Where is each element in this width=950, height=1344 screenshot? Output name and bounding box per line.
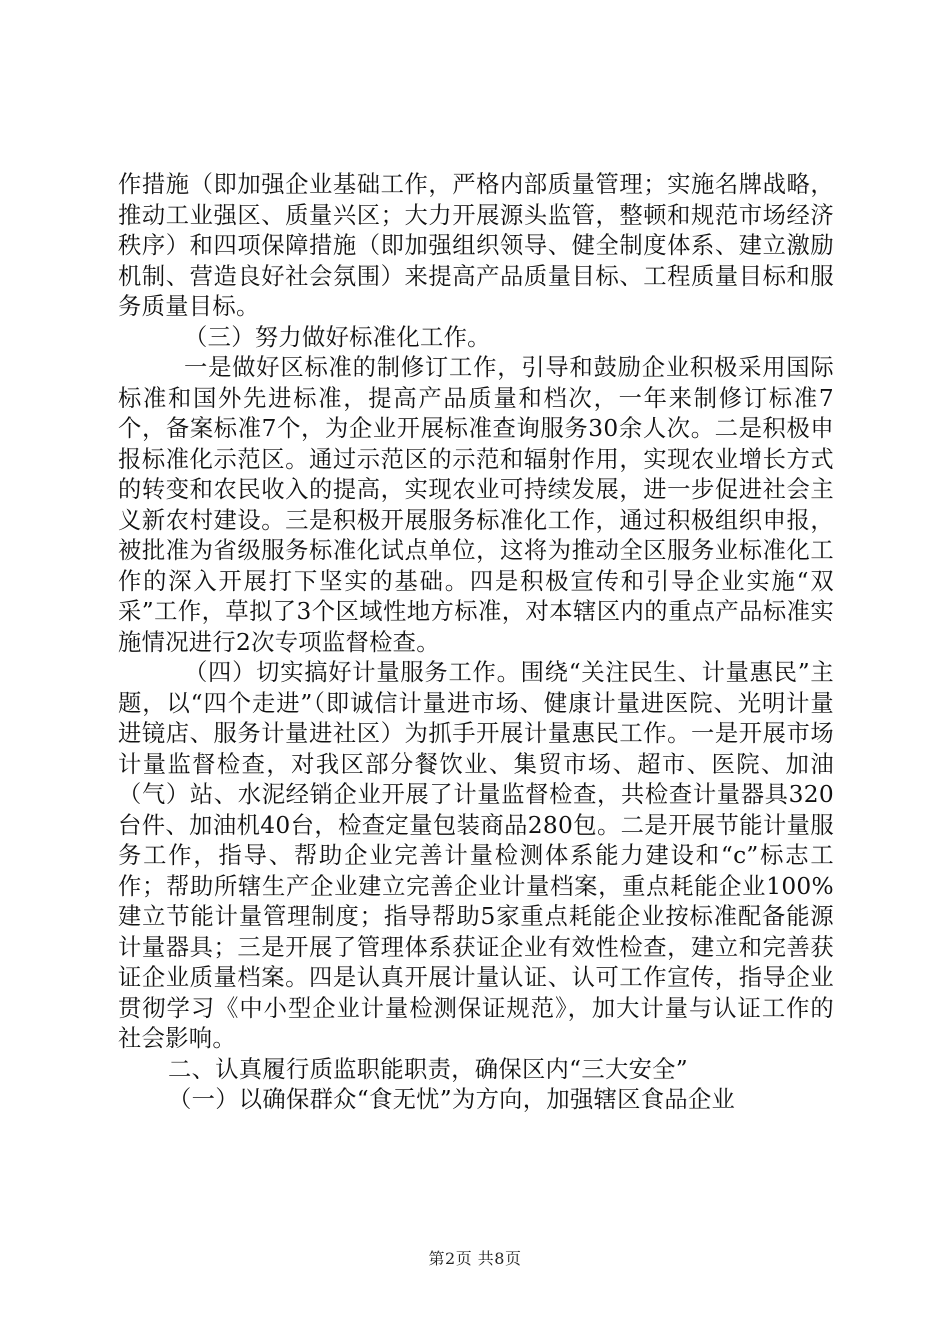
page-number-footer: 第2页 共8页 (428, 1249, 522, 1268)
document-body (118, 170, 834, 1116)
paragraph-food-safety: （一）以确保群众“食无忧”为方向，加强辖区食品企业 (168, 1086, 736, 1113)
paragraph-continuation: 作措施（即加强企业基础工作，严格内部质量管理；实施名牌战略，推动工业强区、质量兴区；大力开展源头监管，整顿和规范市场经济秩序）和四项保障措施（即加强组织领导、健全制度体系、建立激励机制、营造良好社会氛围）来提高产品质量目标、工程质量目标和服务质量目标。 (118, 171, 834, 320)
paragraph-metrology: （四）切实搞好计量服务工作。围绕“关注民生、计量惠民”主题，以“四个走进”（即诚信计量进市场、健康计量进医院、光明计量进镜店、服务计量进社区）为抓手开展计量惠民工作。一是开展市场计量监督检查，对我区部分餐饮业、集贸市场、超市、医院、加油（气）站、水泥经销企业开展了计量监督检查，共检查计量器具320台件、加油机40台，检查定量包装商品280包。二是开展节能计量服务工作，指导、帮助企业完善计量检测体系能力建设和“c”标志工作；帮助所辖生产企业建立完善企业计量档案，重点耗能企业100%建立节能计量管理制度；指导帮助5家重点耗能企业按标准配备能源计量器具；三是开展了管理体系获证企业有效性检查，建立和完善获证企业质量档案。四是认真开展计量认证、认可工作宣传，指导企业贯彻学习《中小型企业计量检测保证规范》，加大计量与认证工作的社会影响。 (118, 659, 834, 1052)
paragraph-standardization: 一是做好区标准的制修订工作，引导和鼓励企业积极采用国际标准和国外先进标准，提高产品质量和档次，一年来制修订标准7个，备案标准7个，为企业开展标准查询服务30余人次。二是积极申报标准化示范区。通过示范区的示范和辐射作用，实现农业增长方式的转变和农民收入的提高，实现农业可持续发展，进一步促进社会主义新农村建设。三是积极开展服务标准化工作，通过积极组织申报，被批准为省级服务标准化试点单位，这将为推动全区服务业标准化工作的深入开展打下坚实的基础。四是积极宣传和引导企业实施“双采”工作，草拟了3个区域性地方标准，对本辖区内的重点产品标准实施情况进行2次专项监督检查。 (118, 354, 834, 656)
section-heading-standardization: （三）努力做好标准化工作。 (184, 323, 491, 351)
section-heading-safety: 二、认真履行质监职能职责，确保区内“三大安全” (168, 1055, 688, 1083)
